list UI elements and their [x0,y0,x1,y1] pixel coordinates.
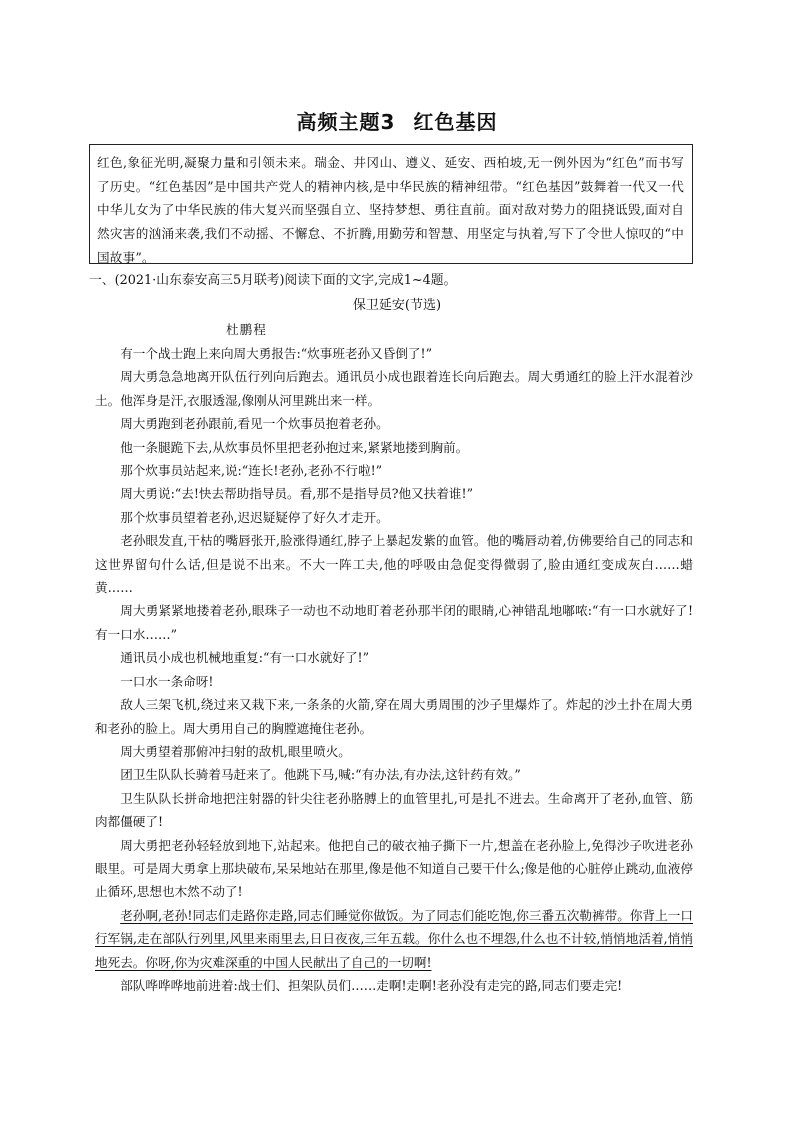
paragraph: 卫生队队长拼命地把注射器的针尖往老孙胳膊上的血管里扎,可是扎不进去。生命离开了老孙,血管、筋肉都僵硬了! [95,790,693,830]
intro-text: 红色,象征光明,凝聚力量和引领未来。瑞金、井冈山、遵义、延安、西柏坡,无一例外因为“红色”而书写了历史。“红色基因”是中国共产党人的精神内核,是中华民族的精神纽带。“红色基因”鼓舞着一代又一代中华儿女为了中华民族的伟大复兴而坚强自立、坚持梦想、勇往直前。面对敌对势力的阻挠诋毁,面对自然灾害的汹涌来袭,我们不动摇、不懈怠、不折腾,用勤劳和智慧、用坚定与执着,写下了令世人惊叹的“中国故事”。 [97,155,684,265]
title-topic-number: 高频主题3 [296,110,396,134]
final-paragraph: 部队哗哗哗地前进着:战士们、担架队员们……走啊!走啊!老孙没有走完的路,同志们要走完! [120,977,623,993]
paragraph: 周大勇望着那俯冲扫射的敌机,眼里喷火。 [120,743,351,759]
intro-box [89,144,693,264]
paragraph: 周大勇急急地离开队伍行列向后跑去。通讯员小成也跟着连长向后跑去。周大勇通红的脸上汗水混着沙土。他浑身是汗,衣服透湿,像刚从河里跳出来一样。 [95,369,693,408]
paragraph: 那个炊事员望着老孙,迟迟疑疑停了好久才走开。 [120,509,389,525]
paragraph: 老孙眼发直,干枯的嘴唇张开,脸涨得通红,脖子上暴起发紫的血管。他的嘴唇动着,仿佛要给自己的同志和这世界留句什么话,但是说不出来。不大一阵工夫,他的呼吸由急促变得微弱了,脸由通红变成灰白……蜡黄…… [95,533,693,596]
paragraph: 那个炊事员站起来,说:“连长!老孙,老孙不行啦!” [120,463,383,479]
paragraph: 有一个战士跑上来向周大勇报告:“炊事班老孙又昏倒了!” [120,346,433,361]
paragraph: 团卫生队队长骑着马赶来了。他跳下马,喊:“有办法,有办法,这针药有效。” [120,767,521,783]
paragraph: 周大勇把老孙轻轻放到地下,站起来。他把自己的破衣袖子撕下一片,想盖在老孙脸上,免得沙子吹进老孙眼里。可是周大勇拿上那块破布,呆呆地站在那里,像是他不知道自己要干什么;像是他的心脏停止跳动,血液停止循环,思想也木然不动了! [95,837,693,900]
paragraph: 周大勇紧紧地搂着老孙,眼珠子一动也不动地盯着老孙那半闭的眼睛,心神错乱地嘟哝:“有一口水就好了!有一口水……” [95,603,693,642]
paragraph: 周大勇说:“去!快去帮助指导员。看,那不是指导员?他又扶着谁!” [120,486,474,502]
paragraph: 他一条腿跪下去,从炊事员怀里把老孙抱过来,紧紧地搂到胸前。 [120,439,469,455]
paragraph: 通讯员小成也机械地重复:“有一口水就好了!” [120,650,370,666]
paragraph: 敌人三架飞机,绕过来又栽下来,一条条的火箭,穿在周大勇周围的沙子里爆炸了。炸起的沙土扑在周大勇和老孙的脸上。周大勇用自己的胸膛遮掩住老孙。 [95,697,693,736]
passage-body [95,342,693,997]
paragraph: 周大勇跑到老孙跟前,看见一个炊事员抱着老孙。 [120,416,389,432]
page-title [0,106,794,135]
question-prompt: 一、(2021·山东泰安高三5月联考)阅读下面的文字,完成1~4题。 [89,273,457,288]
underlined-paragraph [95,904,693,974]
paragraph: 一口水一条命呀! [120,673,214,689]
passage-title: 保卫延安(节选) [352,298,442,313]
title-topic-name: 红色基因 [413,110,498,134]
underlined-text: 老孙啊,老孙!同志们走路你走路,同志们睡觉你做饭。为了同志们能吃饱,你三番五次勒裤带。你背上一口行军锅,走在部队行列里,风里来雨里去,日日夜夜,三年五载。你什么也不埋怨,什么也不计较,悄悄地活着,悄悄地死去。你呀,你为灾难深重的中国人民献出了自己的一切啊! [95,907,693,970]
passage-author: 杜鹏程 [226,322,267,337]
